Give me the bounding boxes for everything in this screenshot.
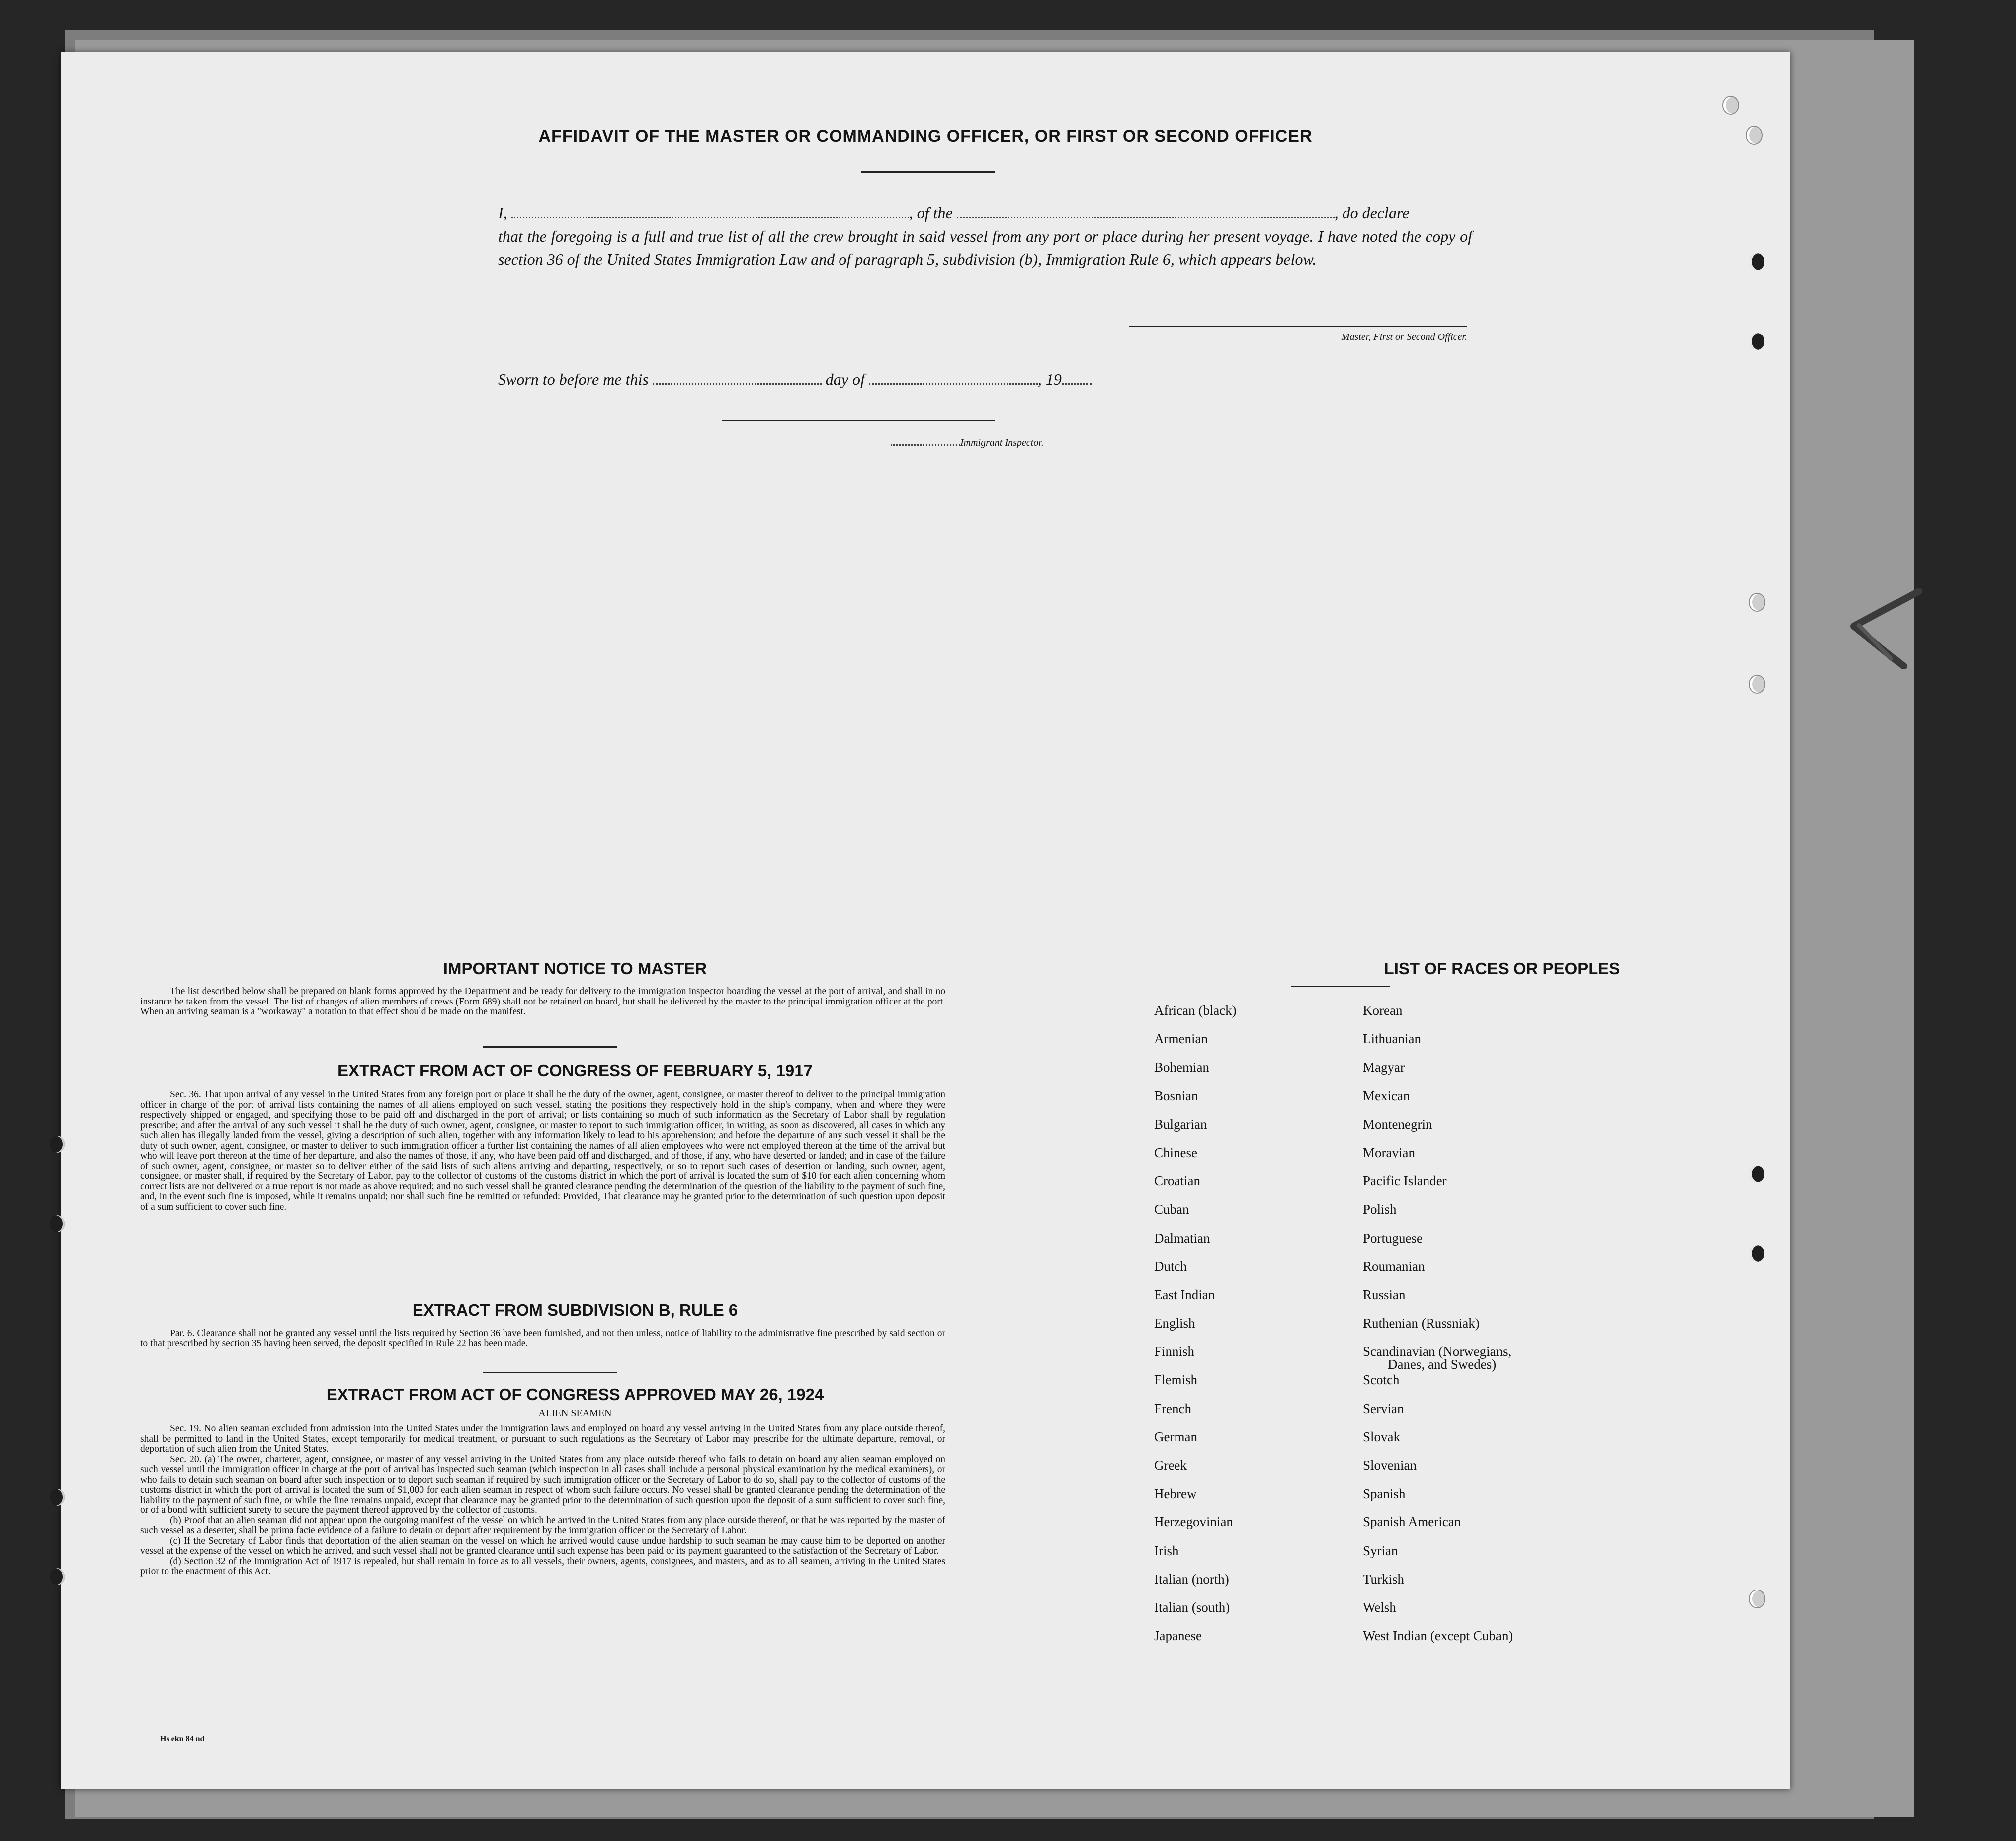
affiant-name-blank[interactable] xyxy=(511,204,909,218)
race-item: West Indian (except Cuban) xyxy=(1363,1628,1513,1644)
section-divider xyxy=(483,1046,617,1048)
extract-rule6-paragraph: Par. 6. Clearance shall not be granted any vessel until the lists required by Section 36 have been furnished, and not then unless, notice of liability to the administrative fine prescribed by said section or to that prescribed by section 35 having been served, the deposit specified in Rule 22 has been made. xyxy=(140,1328,945,1349)
form-footer-code: Hs ekn 84 nd xyxy=(160,1735,205,1743)
binder-hole xyxy=(1750,1166,1764,1182)
race-item: Lithuanian xyxy=(1363,1031,1421,1047)
race-item: Dutch xyxy=(1154,1258,1187,1274)
race-item: Scandinavian (Norwegians, xyxy=(1363,1344,1512,1359)
section-divider xyxy=(483,1372,617,1373)
race-item-scandinavian xyxy=(1363,1345,1686,1373)
races-title-divider xyxy=(1291,986,1390,987)
vessel-name-blank[interactable] xyxy=(957,204,1335,218)
race-item: Finnish xyxy=(1154,1344,1195,1359)
race-item: Slovak xyxy=(1363,1429,1401,1444)
race-item: Irish xyxy=(1154,1543,1179,1558)
binder-hole xyxy=(50,1215,65,1232)
race-item: English xyxy=(1154,1316,1195,1331)
race-item: German xyxy=(1154,1429,1197,1444)
extract-1924-paragraph: Sec. 19. No alien seaman excluded from admission into the United States under the immigration laws and employed on board any vessel arriving in the United States from any place outside thereof, shall be permitted to land in the United States, except temporarily for medical treatment, or pursuant to such regulations as the Secretary of Labor may prescribe for the ultimate departure, removal, or deportation of such alien from the United States. xyxy=(140,1423,945,1454)
affidavit-title: AFFIDAVIT OF THE MASTER OR COMMANDING OFFICER, OR FIRST OR SECOND OFFICER xyxy=(538,127,1313,146)
race-item: Hebrew xyxy=(1154,1486,1197,1502)
inspector-prefix-blank[interactable] xyxy=(891,437,960,446)
extract-1924-subtitle: ALIEN SEAMEN xyxy=(538,1408,612,1419)
race-item: Pacific Islander xyxy=(1363,1173,1447,1189)
sworn-prefix: Sworn to before me this xyxy=(498,370,649,388)
binder-hole xyxy=(1750,253,1764,270)
race-item: Dalmatian xyxy=(1154,1230,1210,1246)
race-item: Roumanian xyxy=(1363,1258,1425,1274)
inspector-caption-text: Immigrant Inspector. xyxy=(960,437,1044,448)
binder-hole xyxy=(1747,127,1762,144)
race-item: Montenegrin xyxy=(1363,1116,1432,1132)
master-signature-line[interactable] xyxy=(1129,326,1467,327)
binder-hole xyxy=(50,1489,65,1506)
extract-rule6-title: EXTRACT FROM SUBDIVISION B, RULE 6 xyxy=(412,1301,738,1319)
sworn-day-blank[interactable] xyxy=(653,370,822,385)
sworn-statement xyxy=(498,370,1343,389)
binder-hole xyxy=(1750,333,1764,350)
notice-paragraph: The list described below shall be prepared on blank forms approved by the Department and be ready for delivery to the immigration inspector boarding the vessel at the port of arrival, and shall in no instance be taken from the vessel. The list of changes of alien members of crews (Form 689) shall not be retained on board, but shall be delivered by the master to the principal immigration officer at the port. When an arriving seaman is a "workaway" a notation to that effect should be made on the manifest. xyxy=(140,986,945,1017)
race-item: East Indian xyxy=(1154,1287,1215,1302)
declaration-text: that the foregoing is a full and true list of all the crew brought in said vessel from any port or place during her present voyage. I have noted the copy of section 36 of the United States Immigration Law and of paragraph 5, subdivision (b), Immigration Rule 6, which appears below. xyxy=(498,227,1472,268)
extract-1924-title: EXTRACT FROM ACT OF CONGRESS APPROVED MAY 26, 1924 xyxy=(326,1385,824,1404)
race-item: African (black) xyxy=(1154,1003,1237,1018)
race-item: Greek xyxy=(1154,1458,1187,1473)
binder-hole xyxy=(1750,1245,1764,1262)
extract-rule6-text xyxy=(140,1329,945,1349)
race-item: Welsh xyxy=(1363,1599,1396,1615)
binder-hole xyxy=(1750,1590,1764,1607)
race-item: Italian (north) xyxy=(1154,1571,1229,1587)
race-item: Japanese xyxy=(1154,1628,1202,1644)
race-item: Italian (south) xyxy=(1154,1599,1230,1615)
of-the-label: , of the xyxy=(909,204,953,222)
extract-1924-paragraph: Sec. 20. (a) The owner, charterer, agent, consignee, or master of any vessel arriving in the United States from any place outside thereof who fails to detain on board any alien seaman employed on such vessel until the immigration officer in charge at the port of arrival has inspected such seaman (which inspection in all cases shall include a personal physical examination by the medical examiners), or who fails to detain such seaman on board after such inspection or to deport such seaman if required by such immigration officer or the Secretary of Labor to do so, shall pay to the collector of customs of the customs district in which the port of arrival is located the sum of $1,000 for each alien seaman in respect of whom such failure occurs. No vessel shall be granted clearance pending the determination of the liability to the payment of such fine, or while the fine remains unpaid, except that clearance may be granted prior to the determination of such question upon the deposit of a sum sufficient to cover such fine, or of a bond with sufficient surety to secure the payment thereof approved by the collector of customs. xyxy=(140,1454,945,1515)
do-declare-label: , do declare xyxy=(1334,204,1410,222)
race-item: Mexican xyxy=(1363,1088,1410,1103)
pencil-check-mark-icon xyxy=(1844,586,1924,671)
race-item: Spanish xyxy=(1363,1486,1406,1502)
race-item: Scotch xyxy=(1363,1372,1400,1388)
race-item: Korean xyxy=(1363,1003,1403,1018)
binder-hole xyxy=(50,1568,65,1585)
inspector-signature-line[interactable] xyxy=(722,420,995,421)
race-item: Chinese xyxy=(1154,1145,1197,1160)
race-item: Bosnian xyxy=(1154,1088,1198,1103)
extract-1924-paragraph: (b) Proof that an alien seaman did not appear upon the outgoing manifest of the vessel on which he arrived in the United States from any place outside thereof, or that he was reported by the master of such vessel as a deserter, shall be prima facie evidence of a failure to detain or deport after requirement by the immigration officer or the Secretary of Labor. xyxy=(140,1515,945,1536)
extract-1924-paragraph: (c) If the Secretary of Labor finds that deportation of the alien seaman on the vessel on which he arrived would cause undue hardship to such seaman he may cause him to be deported on another vessel at the expense of the vessel on which he arrived, and such vessel shall not be granted clearance until such expense has been paid or its payment guaranteed to the satisfaction of the Secretary of Labor. xyxy=(140,1535,945,1556)
race-item: Croatian xyxy=(1154,1173,1200,1189)
day-of-label: day of xyxy=(825,370,865,388)
race-item: Bulgarian xyxy=(1154,1116,1207,1132)
extract-1924-text xyxy=(140,1424,945,1577)
race-item: Ruthenian (Russniak) xyxy=(1363,1316,1480,1331)
race-item: Cuban xyxy=(1154,1202,1189,1217)
affidavit-declaration xyxy=(498,201,1472,271)
race-item: Herzegovinian xyxy=(1154,1514,1233,1530)
extract-1917-paragraph: Sec. 36. That upon arrival of any vessel in the United States from any foreign port or place it shall be the duty of the owner, agent, consignee, or master thereof to deliver to the principal immigration officer in charge of the port of arrival lists containing the names of all aliens employed on such vessel, stating the positions they respectively hold in the ship's company, when and where they were respectively shipped or engaged, and specifying those to be paid off and discharged in the port of arrival; or lists containing so much of such information as the Secretary of Labor shall by regulation prescribe; and after the arrival of any such vessel it shall be the duty of such owner, agent, consignee, or master to report to such immigration officer, in writing, as soon as discovered, all cases in which any such alien has illegally landed from the vessel, giving a description of such alien, together with any information likely to lead to his apprehension; and before the departure of any such vessel it shall be the duty of such owner, agent, consignee, or master to deliver to such immigration officer a further list containing the names of all alien employees who were not employed thereon at the time of the arrival but who will leave port thereon at the time of her departure, and also the names of those, if any, who have been paid off and discharged, and of those, if any, who have deserted or landed; and in case of the failure of such owner, agent, consignee, or master so to deliver either of the said lists of such aliens arriving and departing, respectively, or so to report such cases of desertion or landing, such owner, agent, consignee, or master shall, if required by the Secretary of Labor, pay to the collector of customs of the customs district in which the port of arrival is located the sum of $10 for each alien concerning whom correct lists are not delivered or a true report is not made as above required; and no such vessel shall be granted clearance pending the determination of the question of the liability to the payment of such fine, and, in the event such fine is imposed, while it remains unpaid; nor shall such fine be remitted or refunded: Provided, That clearance may be granted prior to the determination of such question upon deposit of a sum sufficient to cover such fine. xyxy=(140,1089,945,1212)
race-item-continuation: Danes, and Swedes) xyxy=(1388,1357,1497,1372)
master-signature-caption: Master, First or Second Officer. xyxy=(1341,332,1467,342)
sworn-month-blank[interactable] xyxy=(869,370,1038,385)
race-item: Spanish American xyxy=(1363,1514,1461,1530)
binder-hole xyxy=(1723,97,1738,114)
extract-1917-text xyxy=(140,1090,945,1212)
binder-hole xyxy=(50,1136,65,1153)
affiant-i-label: I, xyxy=(498,204,507,222)
year-prefix: , 19 xyxy=(1037,370,1062,388)
race-item: Flemish xyxy=(1154,1372,1198,1388)
race-item: French xyxy=(1154,1401,1191,1416)
race-item: Moravian xyxy=(1363,1145,1415,1160)
races-column-right xyxy=(1363,1004,1686,1658)
binder-hole xyxy=(1750,676,1764,693)
inspector-caption xyxy=(891,437,1189,449)
race-item: Slovenian xyxy=(1363,1458,1417,1473)
race-item: Turkish xyxy=(1363,1571,1405,1587)
race-item: Bohemian xyxy=(1154,1060,1209,1075)
notice-title: IMPORTANT NOTICE TO MASTER xyxy=(443,959,707,978)
binder-hole xyxy=(1750,594,1764,611)
race-item: Russian xyxy=(1363,1287,1406,1302)
title-divider xyxy=(861,171,995,173)
race-item: Armenian xyxy=(1154,1031,1208,1047)
race-item: Syrian xyxy=(1363,1543,1398,1558)
notice-text xyxy=(140,987,945,1017)
races-list-title: LIST OF RACES OR PEOPLES xyxy=(1384,959,1620,978)
race-item: Servian xyxy=(1363,1401,1404,1416)
sworn-year-blank[interactable] xyxy=(1062,370,1092,385)
extract-1924-paragraph: (d) Section 32 of the Immigration Act of 1917 is repealed, but shall remain in force as to all vessels, their owners, agents, consignees, and masters, and as to all seamen, arriving in the United States prior to the enactment of this Act. xyxy=(140,1556,945,1577)
race-item: Portuguese xyxy=(1363,1230,1423,1246)
races-column-left xyxy=(1154,1004,1328,1658)
extract-1917-title: EXTRACT FROM ACT OF CONGRESS OF FEBRUARY 5, 1917 xyxy=(337,1061,813,1080)
race-item: Polish xyxy=(1363,1202,1397,1217)
form-page xyxy=(61,52,1790,1789)
race-item: Magyar xyxy=(1363,1060,1405,1075)
